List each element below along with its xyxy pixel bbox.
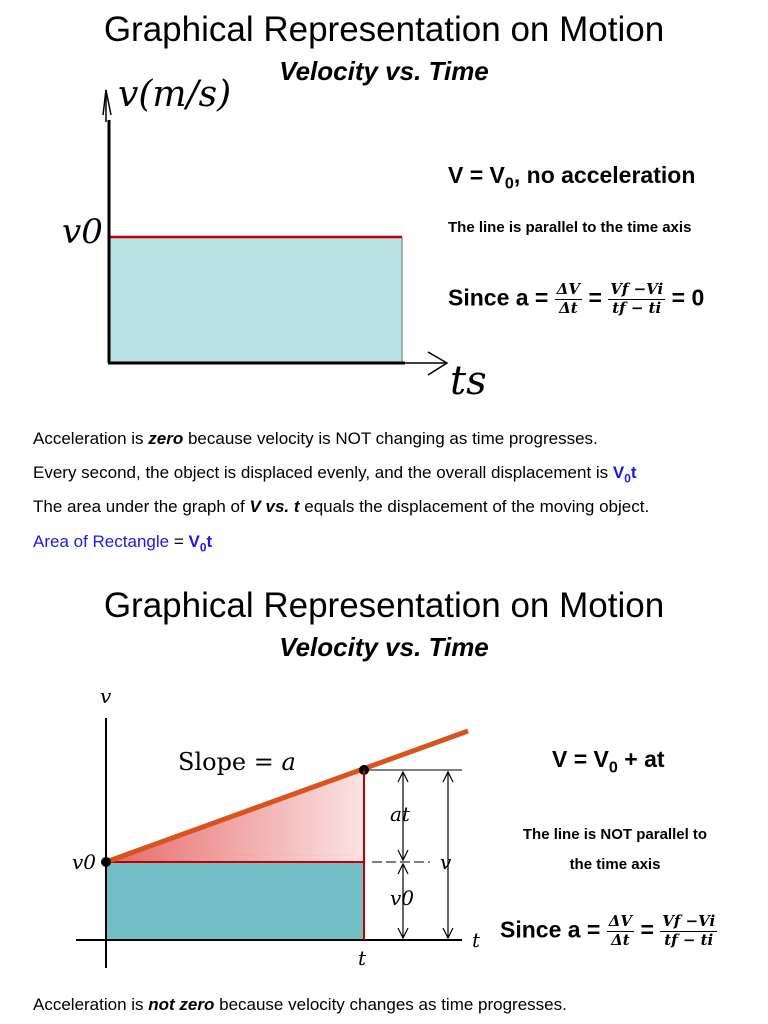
graph2-point-start	[101, 857, 111, 867]
graph2-at-label: at	[390, 802, 410, 826]
graph2-v0-right-label: v0	[390, 886, 415, 910]
graph2-area-rect	[106, 862, 364, 940]
section1-note: The line is parallel to the time axis	[448, 219, 692, 236]
graph2-v0-label: v0	[72, 850, 97, 874]
graph2-t-mark-label: t	[358, 946, 367, 970]
section2-note-line2: the time axis	[569, 856, 661, 873]
graph2-v-axis-label: v	[100, 684, 112, 708]
section2-since-formula: Since a = $\frac{\Delta V}{\Delta t}$ = $\frac{Vf -Vi}{tf - ti}$	[500, 912, 716, 949]
section1-line4: Area of Rectangle = $V_0t$	[33, 532, 213, 555]
graph2-slope-label: Slope = a	[178, 748, 296, 776]
section2-subtitle: Velocity vs. Time	[279, 632, 489, 662]
section1-since-formula: Since a = $\frac{\Delta V}{\Delta t}$ = $\frac{Vf -Vi}{tf - ti}$ = 0	[448, 280, 705, 317]
section2-line1: Acceleration is not zero because velocity changes as time progresses.	[33, 995, 567, 1014]
graph1-y-axis-label: v(m/s)	[118, 74, 232, 115]
graph2-v-right-label: v	[440, 850, 452, 874]
section1-equation: $V = V_0$, no acceleration	[448, 162, 696, 193]
graph1-x-axis-label: ts	[450, 358, 487, 404]
section2-note-line1: The line is NOT parallel to	[522, 826, 708, 843]
section1-line3: The area under the graph of V vs. t equals the displacement of the moving object.	[33, 497, 650, 516]
section2-title: Graphical Representation on Motion	[103, 586, 665, 625]
section2-equation: $V = V_0$ + at	[552, 746, 665, 777]
graph2-t-axis-label: t	[472, 928, 481, 952]
section1-line1: Acceleration is zero because velocity is NOT changing as time progresses.	[33, 429, 598, 448]
section1-title: Graphical Representation on Motion	[103, 10, 665, 49]
section1-line2: Every second, the object is displaced evenly, and the overall displacement is $V_0t$	[33, 463, 637, 486]
graph1-v0-label: v0	[62, 212, 103, 252]
section1-subtitle: Velocity vs. Time	[279, 56, 489, 86]
